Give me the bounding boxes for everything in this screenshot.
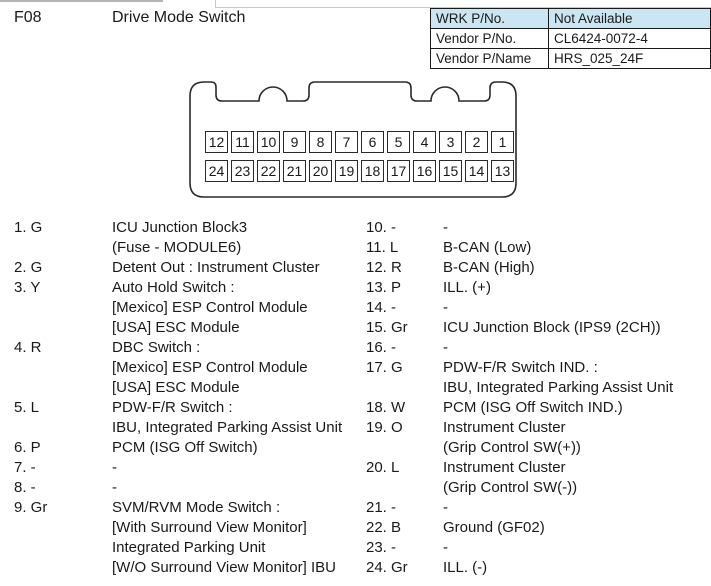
pin-description: [Mexico] ESP Control Module xyxy=(112,359,308,376)
pin-number-color: 22. B xyxy=(366,519,402,536)
pin-entry-line xyxy=(14,418,359,438)
connector-diagram xyxy=(187,79,519,200)
pin-description: (Grip Control SW(-)) xyxy=(443,479,578,496)
pin-description: (Fuse - MODULE6) xyxy=(112,239,242,256)
pin-number-color xyxy=(14,558,112,578)
info-label: Vendor P/Name xyxy=(431,49,549,69)
pin-number-color: 24. Gr xyxy=(366,559,408,576)
pin-number-color: 8. - xyxy=(14,479,36,496)
pin-description: [USA] ESC Module xyxy=(112,379,240,396)
pin-number-color: 1. G xyxy=(14,219,43,236)
pin-number-color: 13. P xyxy=(366,279,402,296)
pin-entry-line xyxy=(14,278,359,298)
info-label: WRK P/No. xyxy=(431,9,549,29)
pin-entry-line xyxy=(14,478,359,498)
pin-entry-line xyxy=(14,318,359,338)
pin-number-color: 5. L xyxy=(14,399,40,416)
top-divider-fragment xyxy=(0,0,163,2)
pin-description: [With Surround View Monitor] xyxy=(112,519,307,536)
pin-entry-line xyxy=(366,538,711,558)
pin-cavity-2: 2 xyxy=(465,131,488,153)
pin-number-color: 2. G xyxy=(14,259,43,276)
pin-number-color xyxy=(14,358,112,378)
info-label: Vendor P/No. xyxy=(431,29,549,49)
pin-entry-line xyxy=(366,258,711,278)
pin-description: - xyxy=(443,499,448,516)
page-title: Drive Mode Switch xyxy=(112,9,246,26)
pin-description: - xyxy=(112,459,117,476)
pin-description: B-CAN (High) xyxy=(443,259,535,276)
pin-entry-line xyxy=(14,518,359,538)
pin-cavity-20: 20 xyxy=(309,160,332,182)
pin-number-color: 3. Y xyxy=(14,279,41,296)
pin-description: (Grip Control SW(+)) xyxy=(443,439,581,456)
pin-list-right xyxy=(366,218,711,578)
pin-entry-line xyxy=(14,338,359,358)
pin-entry-line xyxy=(366,458,711,478)
pin-number-color xyxy=(14,538,112,558)
pin-number-color: 21. - xyxy=(366,499,397,516)
pin-description: PCM (ISG Off Switch) xyxy=(112,439,258,456)
pin-entry-line xyxy=(14,298,359,318)
pin-number-color xyxy=(14,298,112,318)
pin-cavity-22: 22 xyxy=(257,160,280,182)
pin-description: - xyxy=(112,479,117,496)
pin-number-color: 20. L xyxy=(366,459,400,476)
connector-code: F08 xyxy=(14,9,42,26)
pin-description: ICU Junction Block3 xyxy=(112,219,248,236)
pin-description: PDW-F/R Switch : xyxy=(112,399,233,416)
pin-entry-line xyxy=(14,258,359,278)
pin-number-color: 4. R xyxy=(14,339,42,356)
pin-entry-line xyxy=(366,318,711,338)
pin-number-color: 17. G xyxy=(366,359,403,376)
pin-cavity-9: 9 xyxy=(283,131,306,153)
pin-cavity-21: 21 xyxy=(283,160,306,182)
pin-entry-line xyxy=(366,298,711,318)
pin-description: - xyxy=(443,539,448,556)
pin-cavity-5: 5 xyxy=(387,131,410,153)
pin-description: SVM/RVM Mode Switch : xyxy=(112,499,281,516)
pin-cavity-14: 14 xyxy=(465,160,488,182)
pin-number-color: 15. Gr xyxy=(366,319,408,336)
pin-entry-line xyxy=(14,458,359,478)
pin-cavity-24: 24 xyxy=(205,160,228,182)
pin-description: - xyxy=(443,299,448,316)
pin-cavity-15: 15 xyxy=(439,160,462,182)
pin-description: Ground (GF02) xyxy=(443,519,545,536)
table-row-vendor-pno xyxy=(431,29,711,49)
pin-entry-line xyxy=(366,558,711,578)
pin-number-color: 23. - xyxy=(366,539,397,556)
pin-number-color xyxy=(366,378,443,398)
pin-description: Instrument Cluster xyxy=(443,459,566,476)
info-value: Not Available xyxy=(549,9,711,29)
pin-cavity-11: 11 xyxy=(231,131,254,153)
pin-number-color: 14. - xyxy=(366,299,397,316)
pin-entry-line xyxy=(366,418,711,438)
pin-description: Auto Hold Switch : xyxy=(112,279,235,296)
pin-description: - xyxy=(443,219,448,236)
pin-number-color: 18. W xyxy=(366,399,406,416)
pin-entry-line xyxy=(366,478,711,498)
pin-description: [USA] ESC Module xyxy=(112,319,240,336)
pin-cavity-19: 19 xyxy=(335,160,358,182)
pin-description: ICU Junction Block (IPS9 (2CH)) xyxy=(443,319,661,336)
pin-entry-line xyxy=(14,538,359,558)
pin-entry-line xyxy=(366,358,711,378)
pin-entry-line xyxy=(366,218,711,238)
pin-entry-line xyxy=(14,238,359,258)
pin-entry-line xyxy=(366,518,711,538)
pin-entry-line xyxy=(366,398,711,418)
pin-number-color: 12. R xyxy=(366,259,402,276)
pin-description: Detent Out : Instrument Cluster xyxy=(112,259,320,276)
pin-number-color: 9. Gr xyxy=(14,499,48,516)
pin-entry-line xyxy=(14,218,359,238)
table-row-wrk-pno xyxy=(431,9,711,29)
pin-entry-line xyxy=(366,238,711,258)
pin-cavity-13: 13 xyxy=(491,160,514,182)
pin-number-color: 10. - xyxy=(366,219,397,236)
pin-description: IBU, Integrated Parking Assist Unit xyxy=(443,379,674,396)
pin-number-color: 16. - xyxy=(366,339,397,356)
pin-description: [Mexico] ESP Control Module xyxy=(112,299,308,316)
pin-cavity-4: 4 xyxy=(413,131,436,153)
pin-entry-line xyxy=(14,438,359,458)
pin-number-color xyxy=(366,478,443,498)
pin-cavity-6: 6 xyxy=(361,131,384,153)
pin-entry-line xyxy=(366,338,711,358)
pin-description: IBU, Integrated Parking Assist Unit xyxy=(112,419,343,436)
pin-description: Integrated Parking Unit xyxy=(112,539,266,556)
pin-entry-line xyxy=(14,398,359,418)
pin-number-color: 11. L xyxy=(366,239,399,256)
pin-description: DBC Switch : xyxy=(112,339,201,356)
pin-number-color xyxy=(14,318,112,338)
pin-entry-line xyxy=(366,378,711,398)
pin-description: ILL. (-) xyxy=(443,559,488,576)
pin-entry-line xyxy=(366,498,711,518)
pin-entry-line xyxy=(14,358,359,378)
pin-number-color: 19. O xyxy=(366,419,403,436)
pin-cavity-18: 18 xyxy=(361,160,384,182)
pin-number-color xyxy=(14,518,112,538)
pin-entry-line xyxy=(14,498,359,518)
pin-entry-line xyxy=(366,278,711,298)
pin-description: B-CAN (Low) xyxy=(443,239,532,256)
pin-cavity-16: 16 xyxy=(413,160,436,182)
pin-number-color xyxy=(14,418,112,438)
pin-cavity-10: 10 xyxy=(257,131,280,153)
pin-number-color xyxy=(366,438,443,458)
pin-description: Instrument Cluster xyxy=(443,419,566,436)
pin-cavity-8: 8 xyxy=(309,131,332,153)
pin-description: PDW-F/R Switch IND. : xyxy=(443,359,598,376)
info-value: CL6424-0072-4 xyxy=(549,29,711,49)
part-info-table xyxy=(430,8,711,69)
pin-description: PCM (ISG Off Switch IND.) xyxy=(443,399,623,416)
pin-cavity-1: 1 xyxy=(491,131,514,153)
pin-cavity-12: 12 xyxy=(205,131,228,153)
pin-number-color: 6. P xyxy=(14,439,41,456)
pin-cavity-23: 23 xyxy=(231,160,254,182)
pin-number-color xyxy=(14,238,112,258)
pin-description: ILL. (+) xyxy=(443,279,491,296)
pin-entry-line xyxy=(14,558,359,578)
pin-description: - xyxy=(443,339,448,356)
pin-number-color xyxy=(14,378,112,398)
pin-number-color: 7. - xyxy=(14,459,36,476)
pin-cavity-17: 17 xyxy=(387,160,410,182)
pin-description: [W/O Surround View Monitor] IBU xyxy=(112,559,336,576)
info-value: HRS_025_24F xyxy=(549,49,711,69)
pin-list-left xyxy=(14,218,359,578)
pin-cavity-7: 7 xyxy=(335,131,358,153)
pin-entry-line xyxy=(14,378,359,398)
pin-entry-line xyxy=(366,438,711,458)
table-row-vendor-pname xyxy=(431,49,711,69)
pin-cavity-3: 3 xyxy=(439,131,462,153)
